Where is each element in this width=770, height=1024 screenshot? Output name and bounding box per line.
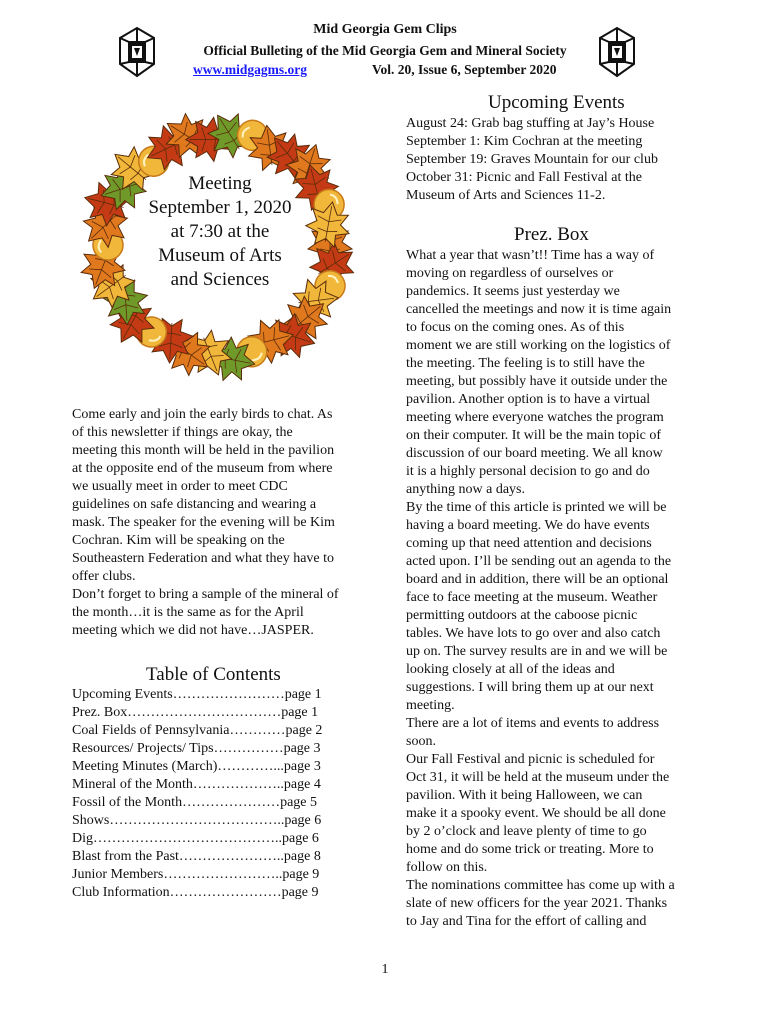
toc-entry[interactable]: Club Information……………………page 9 [72, 885, 319, 900]
gem-society-logo-icon [114, 26, 160, 78]
toc-entry[interactable]: Blast from the Past…………………..page 8 [72, 849, 321, 864]
text-line: cancelled the meetings and now it is time again [406, 302, 672, 317]
toc-entry[interactable]: Prez. Box……………………………page 1 [72, 705, 319, 720]
text-line: home and do some trick or treating. More to [406, 842, 654, 857]
text-line: coming up that need attention and decisions [406, 536, 652, 551]
text-line: soon. [406, 734, 436, 749]
meeting-line: at 7:30 at the [170, 221, 270, 242]
website-link[interactable]: www.midgagms.org [193, 62, 307, 77]
toc-entry[interactable]: Dig…………………………………..page 6 [72, 831, 319, 846]
meeting-line: and Sciences [170, 269, 270, 290]
text-line: anything now a days. [406, 482, 525, 497]
text-line: meeting. [406, 698, 455, 713]
toc-entry[interactable]: Resources/ Projects/ Tips……………page 3 [72, 741, 321, 756]
text-line: pavilion. With it being Halloween, we can [406, 788, 643, 803]
text-line: face to face meeting at the museum. Weather [406, 590, 658, 605]
text-line: having a board meeting. We do have events [406, 518, 650, 533]
text-line: offer clubs. [72, 569, 136, 584]
text-line: slate of new officers for the year 2021. Thanks [406, 896, 668, 911]
text-line: it is a highly personal decision to go and do [406, 464, 650, 479]
event-item: October 31: Picnic and Fall Festival at the [406, 170, 643, 185]
page-number: 1 [381, 962, 389, 977]
newsletter-title: Mid Georgia Gem Clips [313, 22, 457, 37]
text-line: up on. The survey results are in and we will be [406, 644, 668, 659]
text-line: Cochran. Kim will be speaking on the [72, 533, 285, 548]
toc-entry[interactable]: Upcoming Events……………………page 1 [72, 687, 322, 702]
gem-society-logo-icon [594, 26, 640, 78]
toc-entry[interactable]: Junior Members……………………..page 9 [72, 867, 320, 882]
meeting-line: Meeting [188, 173, 252, 194]
text-line: The nominations committee has come up with a [406, 878, 675, 893]
text-line: Southeastern Federation and what they have to [72, 551, 335, 566]
text-line: mask. The speaker for the evening will be Kim [72, 515, 335, 530]
text-line: Don’t forget to bring a sample of the mineral of [72, 587, 339, 602]
text-line: guidelines on safe distancing and wearing a [72, 497, 317, 512]
toc-entry[interactable]: Shows………………………………..page 6 [72, 813, 322, 828]
text-line: by 2 o’clock and leave plenty of time to go [406, 824, 647, 839]
text-line: we usually meet in order to meet CDC [72, 479, 288, 494]
toc-entry[interactable]: Fossil of the Month…………………page 5 [72, 795, 317, 810]
text-line: the meeting. The feeling is to still have the [406, 356, 645, 371]
text-line: make it a spooky event. We should be all done [406, 806, 666, 821]
toc-entry[interactable]: Mineral of the Month………………..page 4 [72, 777, 321, 792]
event-item: August 24: Grab bag stuffing at Jay’s House [406, 116, 655, 131]
text-line: board and in addition, there will be an optional [406, 572, 669, 587]
toc-heading: Table of Contents [146, 664, 281, 685]
text-line: moving on regardless of ourselves or [406, 266, 614, 281]
text-line: to focus on the coming ones. As of this [406, 320, 625, 335]
text-line: meeting which we did not have…JASPER. [72, 623, 314, 638]
event-item: September 19: Graves Mountain for our club [406, 152, 658, 167]
text-line: discussion of our board meeting. We all know [406, 446, 663, 461]
table-of-contents [72, 686, 322, 902]
text-line: at the opposite end of the museum from where [72, 461, 333, 476]
toc-entry[interactable]: Meeting Minutes (March)…………...page 3 [72, 759, 321, 774]
text-line: permitting outdoors at the caboose picnic [406, 608, 638, 623]
volume-issue: Vol. 20, Issue 6, September 2020 [372, 62, 557, 77]
meeting-line: September 1, 2020 [148, 197, 292, 218]
text-line: meeting this month will be held in the pavilion [72, 443, 335, 458]
prez-box-heading: Prez. Box [514, 224, 589, 245]
text-line: looking closely at all of the ideas and [406, 662, 615, 677]
text-line: meeting where everyone watches the program [406, 410, 664, 425]
text-line: Oct 31, it will be held at the museum under the [406, 770, 670, 785]
prez-box-text [406, 247, 706, 931]
text-line: acted upon. I’ll be sending out an agenda to the [406, 554, 672, 569]
event-item: September 1: Kim Cochran at the meeting [406, 134, 643, 149]
text-line: Our Fall Festival and picnic is scheduled for [406, 752, 655, 767]
text-line: meeting, but possibly have it outside under the [406, 374, 668, 389]
events-heading: Upcoming Events [488, 92, 625, 113]
meeting-announcement [115, 172, 325, 292]
text-line: suggestions. I will bring them up at our next [406, 680, 654, 695]
text-line: to Jay and Tina for the effort of calling and [406, 914, 647, 929]
text-line: Come early and join the early birds to chat. As [72, 407, 333, 422]
text-line: follow on this. [406, 860, 488, 875]
text-line: on their computer. It will be the main topic of [406, 428, 662, 443]
meeting-line: Museum of Arts [158, 245, 282, 266]
newsletter-subtitle: Official Bulleting of the Mid Georgia Gem and Mineral Society [203, 43, 567, 58]
event-item: Museum of Arts and Sciences 11-2. [406, 188, 606, 203]
text-line: the month…it is the same as for the April [72, 605, 304, 620]
text-line: pavilion. Another option is to have a virtual [406, 392, 651, 407]
text-line: What a year that wasn’t!! Time has a way of [406, 248, 655, 263]
text-line: tables. We have lots to go over and also catch [406, 626, 661, 641]
text-line: of this newsletter if things are okay, the [72, 425, 293, 440]
events-list [406, 115, 658, 205]
toc-entry[interactable]: Coal Fields of Pennsylvania…………page 2 [72, 723, 323, 738]
text-line: There are a lot of items and events to address [406, 716, 660, 731]
text-line: moment we are still working on the logistics of [406, 338, 671, 353]
text-line: pandemics. It seems just yesterday we [406, 284, 620, 299]
text-line: By the time of this article is printed we will be [406, 500, 667, 515]
intro-paragraph [72, 406, 339, 640]
